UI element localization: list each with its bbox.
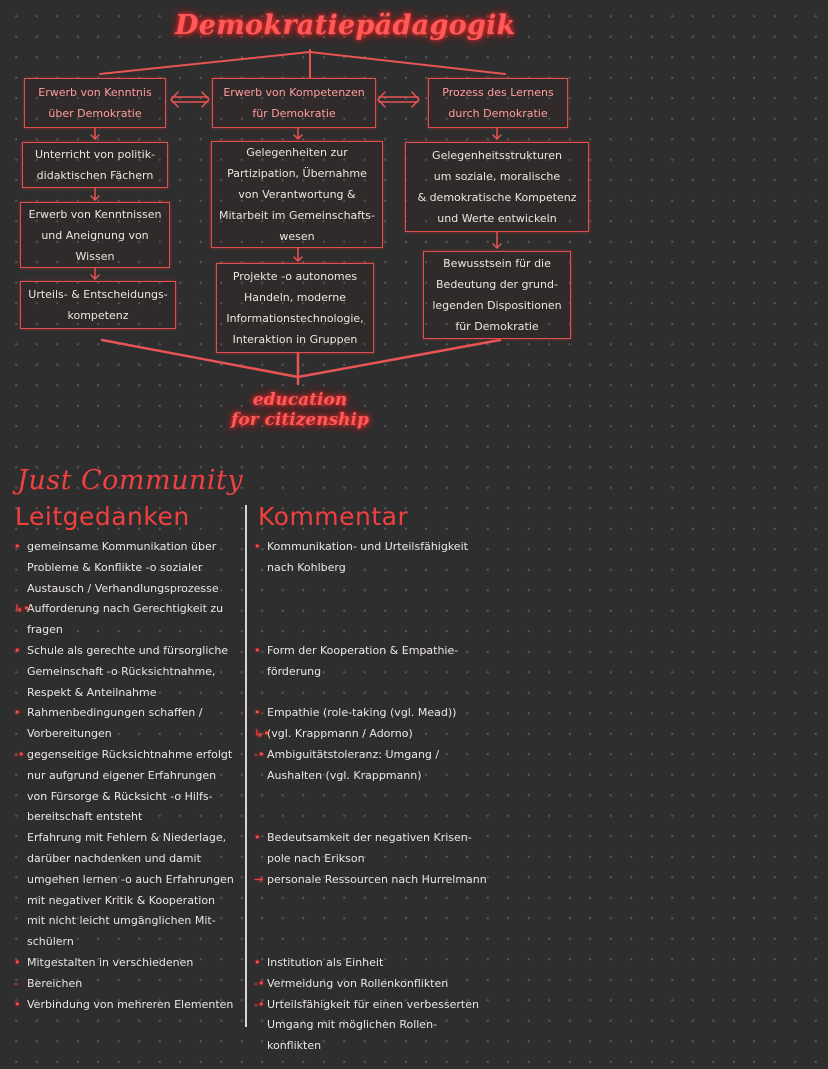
text-line: und Aneignung von	[41, 228, 149, 242]
text-line: legenden Dispositionen	[432, 299, 562, 312]
right-column-heading: Kommentar	[258, 502, 409, 531]
text-line: Mitarbeit im Gemeinschafts-	[219, 209, 375, 222]
bullet-marker: -•	[254, 997, 265, 1011]
list-item-line: Form der Kooperation & Empathie-	[267, 643, 459, 657]
kommentar-list	[254, 537, 514, 1057]
list-item-line: Aushalten (vgl. Krappmann)	[267, 768, 422, 782]
list-item	[254, 745, 514, 787]
col1-step-1-box	[22, 142, 168, 188]
col3-step-2-box	[423, 251, 571, 339]
list-item-line: gegenseitige Rücksichtnahme erfolgt	[27, 747, 233, 761]
bullet-marker: •	[14, 955, 21, 969]
text-line: um soziale, moralische	[433, 170, 561, 183]
text-line: Erwerb von Kompetenzen	[223, 86, 365, 99]
list-item	[14, 974, 242, 995]
list-item-line: Vermeidung von Rollenkonflikten	[267, 976, 449, 990]
list-item-line: Verbindung von mehreren Elementen	[27, 997, 234, 1011]
page-title: Demokratiepädagogik	[175, 10, 516, 41]
list-item-line: pole nach Erikson	[267, 851, 365, 865]
list-item	[254, 995, 514, 1057]
bullet-marker: •	[14, 997, 21, 1011]
bullet-marker: →	[254, 872, 264, 886]
bullet-marker: •	[14, 540, 21, 553]
list-item-line: Erfahrung mit Fehlern & Niederlage,	[27, 831, 227, 845]
text-line: Bewusstsein für die	[443, 257, 551, 270]
col2-step-2-box	[216, 263, 374, 353]
col3-header-box	[428, 78, 568, 128]
bullet-marker: -•	[254, 976, 265, 990]
list-item	[254, 953, 514, 974]
bullet-marker: •	[14, 706, 21, 720]
text-line: Wissen	[75, 249, 115, 263]
bullet-marker: -	[14, 976, 18, 990]
text-line: über Demokratie	[48, 107, 142, 120]
list-item-line: fragen	[27, 623, 63, 637]
list-item-line: bereitschaft entsteht	[27, 810, 143, 824]
list-item	[254, 641, 514, 683]
text-line: for citizenship	[231, 410, 369, 430]
list-item	[14, 995, 242, 1016]
column-divider	[245, 505, 247, 1027]
list-item-line: Empathie (role-taking (vgl. Mead))	[267, 706, 457, 720]
list-item-line: Bedeutsamkeit der negativen Krisen-	[267, 831, 472, 845]
list-item-line: Ambiguitätstoleranz: Umgang /	[267, 747, 440, 761]
text-line: Interaktion in Gruppen	[232, 333, 358, 346]
text-line: Erwerb von Kenntnis	[38, 86, 152, 99]
bullet-marker: •	[254, 706, 261, 720]
list-item-line: Aufforderung nach Gerechtigkeit zu	[27, 602, 224, 616]
spacer	[254, 932, 514, 953]
list-item-line: Gemeinschaft -o Rücksichtnahme,	[27, 664, 216, 678]
list-item	[254, 703, 514, 724]
spacer	[254, 620, 514, 641]
text-line: Bedeutung der grund-	[436, 278, 558, 291]
list-item-line: förderung	[267, 664, 322, 678]
list-item-line: nach Kohlberg	[267, 560, 346, 574]
bullet-marker: •	[254, 540, 261, 553]
text-line: für Demokratie	[455, 320, 539, 333]
text-line: wesen	[279, 230, 315, 243]
spacer	[254, 787, 514, 808]
text-line: Gelegenheiten zur	[246, 146, 348, 159]
list-item-line: Institution als Einheit	[267, 955, 384, 969]
bullet-marker: •	[14, 643, 21, 657]
text-line: kompetenz	[67, 309, 129, 322]
bullet-marker: -•	[254, 747, 265, 761]
col2-step-1-box	[211, 141, 383, 248]
bullet-marker: ↳•	[14, 602, 30, 616]
list-item-line: von Fürsorge & Rücksicht -o Hilfs-	[27, 789, 213, 803]
spacer	[254, 891, 514, 912]
col1-step-2-box	[20, 202, 170, 268]
spacer	[254, 807, 514, 828]
text-line: & demokratische Kompetenz	[417, 191, 577, 204]
list-item	[254, 537, 514, 579]
list-item-line: konflikten	[267, 1039, 322, 1053]
list-item-line: Rahmenbedingungen schaffen /	[27, 706, 203, 720]
list-item	[14, 599, 242, 641]
text-line: Projekte -o autonomes	[232, 270, 358, 283]
list-item	[254, 724, 514, 745]
list-item	[254, 870, 514, 891]
bullet-marker: •	[254, 831, 261, 845]
list-item-line: umgehen lernen -o auch Erfahrungen	[27, 872, 234, 886]
text-line: didaktischen Fächern	[36, 169, 154, 182]
text-line: Prozess des Lernens	[442, 86, 554, 99]
spacer	[254, 683, 514, 704]
list-item	[14, 953, 242, 974]
bullet-marker: •	[254, 643, 261, 657]
list-item-line: schülern	[27, 935, 74, 949]
spacer	[254, 911, 514, 932]
bullet-marker: •	[254, 955, 261, 969]
list-item-line: nur aufgrund eigener Erfahrungen	[27, 768, 217, 782]
list-item-line: darüber nachdenken und damit	[27, 851, 201, 865]
diagram-result	[200, 390, 400, 430]
list-item-line: Vorbereitungen	[27, 727, 112, 741]
list-item	[14, 537, 242, 599]
text-line: durch Demokratie	[448, 107, 548, 120]
text-line: Gelegenheitsstrukturen	[432, 149, 562, 162]
list-item	[14, 703, 242, 745]
list-item-line: Kommunikation- und Urteilsfähigkeit	[267, 540, 468, 553]
left-column-heading: Leitgedanken	[15, 502, 190, 531]
list-item-line: mit negativer Kritik & Kooperation	[27, 893, 216, 907]
list-item	[14, 745, 242, 828]
list-item	[14, 641, 242, 703]
list-item-line: (vgl. Krappmann / Adorno)	[267, 727, 413, 741]
list-item-line: Probleme & Konflikte -o sozialer	[27, 560, 203, 574]
text-line: von Verantwortung &	[238, 188, 356, 201]
col1-step-3-box	[20, 281, 176, 329]
col1-header-box	[24, 78, 166, 128]
text-line: und Werte entwickeln	[437, 212, 557, 225]
text-line: Informationstechnologie,	[226, 312, 364, 325]
spacer	[254, 599, 514, 620]
bullet-marker: -•	[14, 747, 25, 761]
list-item	[254, 974, 514, 995]
list-item-line: Austausch / Verhandlungsprozesse	[27, 581, 219, 595]
spacer	[254, 579, 514, 600]
text-line: Urteils- & Entscheidungs-	[28, 288, 168, 301]
text-line: Unterricht von politik-	[34, 148, 156, 161]
list-item-line: gemeinsame Kommunikation über	[27, 540, 217, 553]
col2-header-box	[212, 78, 376, 128]
bullet-marker: ↳•	[254, 727, 270, 741]
list-item-line: Umgang mit möglichen Rollen-	[267, 1018, 438, 1032]
text-line: Partizipation, Übernahme	[227, 167, 367, 180]
text-line: für Demokratie	[252, 107, 336, 120]
list-item-line: personale Ressourcen nach Hurrelmann	[267, 872, 487, 886]
list-item	[254, 828, 514, 870]
text-line: education	[252, 390, 348, 410]
list-item-line: Respekt & Anteilnahme	[27, 685, 157, 699]
list-item	[14, 828, 242, 953]
section-title: Just Community	[17, 465, 244, 496]
list-item-line: Bereichen	[27, 976, 83, 990]
list-item-line: Schule als gerechte und fürsorgliche	[27, 643, 229, 657]
list-item-line: Mitgestalten in verschiedenen	[27, 955, 194, 969]
text-line: Erwerb von Kenntnissen	[28, 207, 162, 221]
leitgedanken-list	[14, 537, 242, 1015]
text-line: Handeln, moderne	[243, 291, 346, 304]
list-item-line: Urteilsfähigkeit für einen verbesserten	[267, 997, 479, 1011]
list-item-line: mit nicht leicht umgänglichen Mit-	[27, 914, 216, 928]
col3-step-1-box	[405, 142, 589, 232]
